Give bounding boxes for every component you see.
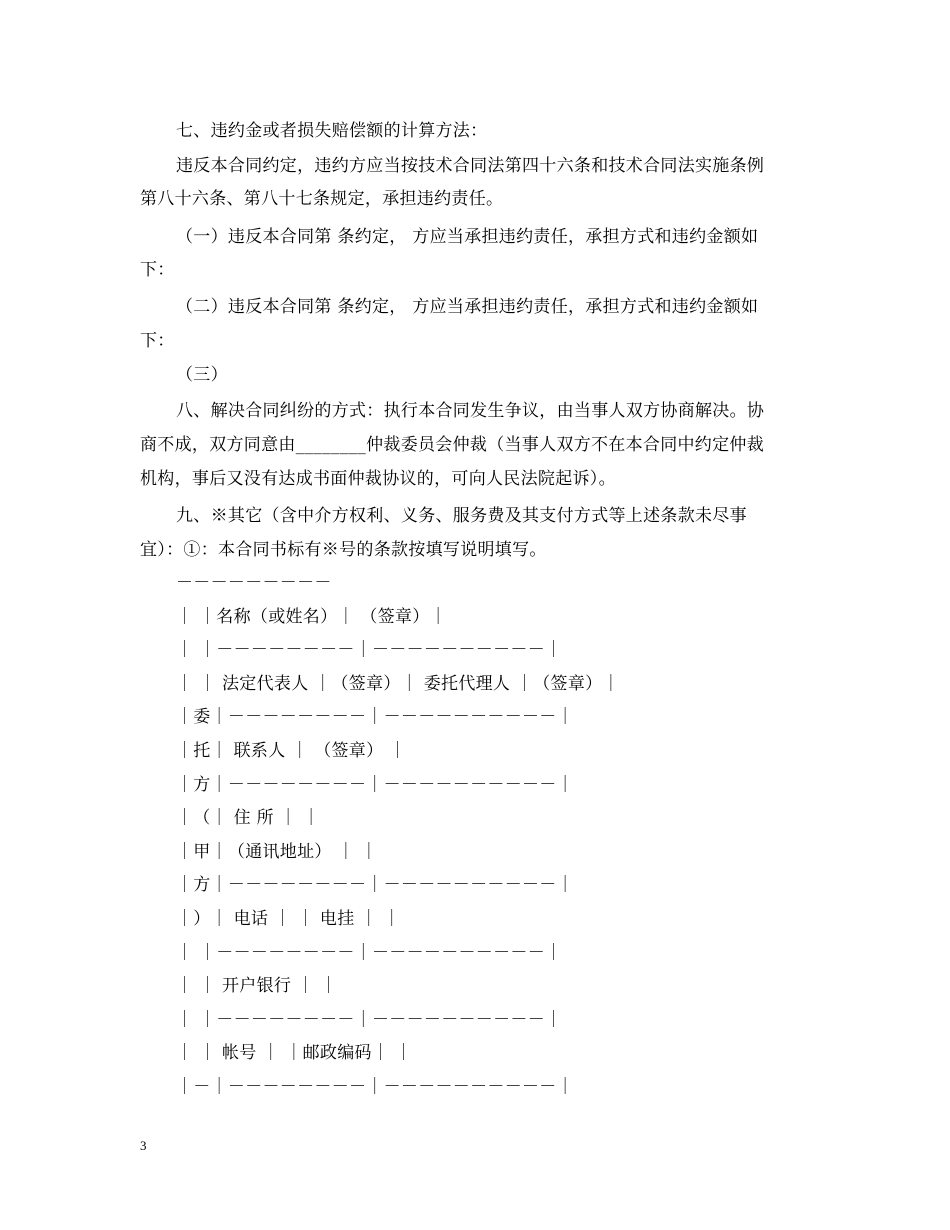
table-top-border: －－－－－－－－－ [176,573,332,593]
clause-7-item-3: （三） [176,365,228,385]
page-number: 3 [140,1138,147,1153]
table-row: ｜委｜－－－－－－－－｜－－－－－－－－－－｜ [176,707,574,727]
table-row: ｜ ｜名称（或姓名）｜ （签章）｜ [176,607,447,627]
table-row: ｜ ｜－－－－－－－－｜－－－－－－－－－－｜ [176,640,563,660]
clause-7-text-line-1: 违反本合同约定，违约方应当按技术合同法第四十六条和技术合同法实施条例 [176,156,765,176]
clause-8-line-2: 商不成，双方同意由________仲裁委员会仲裁（当事人双方不在本合同中约定仲裁 [140,435,764,455]
table-row: ｜ ｜ 帐号 ｜ ｜邮政编码｜ ｜ [176,1043,413,1063]
table-row: ｜－｜－－－－－－－－｜－－－－－－－－－－｜ [176,1077,574,1097]
table-row: ｜方｜－－－－－－－－｜－－－－－－－－－－｜ [176,775,574,795]
table-row: ｜（｜ 住 所 ｜ ｜ [176,808,320,828]
table-row: ｜）｜ 电话 ｜ ｜ 电挂 ｜ ｜ [176,909,401,929]
table-row: ｜方｜－－－－－－－－｜－－－－－－－－－－｜ [176,875,574,895]
clause-8-line-1: 八、解决合同纠纷的方式：执行本合同发生争议，由当事人双方协商解决。协 [176,401,765,421]
clause-7-item-2-line-2: 下： [140,331,175,351]
clause-9-line-2: 宜）：①：本合同书标有※号的条款按填写说明填写。 [140,540,547,560]
table-row: ｜甲｜（通讯地址） ｜ ｜ [176,842,378,862]
table-row: ｜ ｜－－－－－－－－｜－－－－－－－－－－｜ [176,943,563,963]
table-row: ｜ ｜ 开户银行 ｜ ｜ [176,976,338,996]
clause-7-item-2-line-1: （二）违反本合同第 条约定， 方应当承担违约责任，承担方式和违约金额如 [176,297,759,317]
table-row: ｜ ｜－－－－－－－－｜－－－－－－－－－－｜ [176,1010,563,1030]
clause-7-text-line-2: 第八十六条、第八十七条规定，承担违约责任。 [140,189,504,209]
clause-7-item-1-line-1: （一）违反本合同第 条约定， 方应当承担违约责任，承担方式和违约金额如 [176,227,759,247]
clause-7-heading: 七、违约金或者损失赔偿额的计算方法： [176,121,488,141]
clause-8-line-3: 机构，事后又没有达成书面仲裁协议的，可向人民法院起诉）。 [140,469,616,489]
table-row: ｜托｜ 联系人 ｜ （签章） ｜ [176,741,407,761]
table-row: ｜ ｜ 法定代表人 ｜（签章）｜ 委托代理人 ｜（签章）｜ [176,674,620,694]
clause-9-line-1: 九、※其它（含中介方权利、义务、服务费及其支付方式等上述条款未尽事 [176,506,747,526]
clause-7-item-1-line-2: 下： [140,260,175,280]
